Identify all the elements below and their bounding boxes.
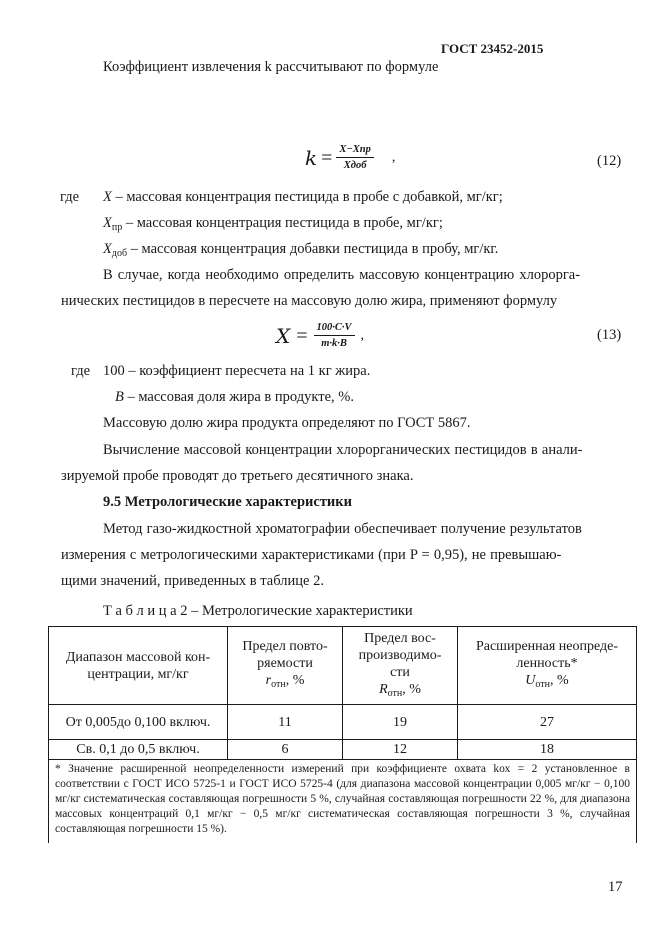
para3-line2: зируемой пробе проводят до третьего десятичного знака. xyxy=(61,468,414,484)
footnote-cell xyxy=(49,760,637,844)
U-symbol: U xyxy=(525,673,536,688)
table-row xyxy=(49,705,637,740)
formula-13-lhs: X xyxy=(276,324,291,348)
table-footnote-row xyxy=(49,760,637,844)
metrology-table xyxy=(48,626,637,843)
formula-13-fraction xyxy=(314,322,355,350)
where2-item2-symbol: B xyxy=(115,389,124,405)
header-reproducibility-line1: Предел вос- xyxy=(364,630,436,646)
where-item-xpr xyxy=(103,214,443,237)
where-item-x-text: – массовая концентрация пестицида в пробе с добавкой, мг/кг; xyxy=(111,189,503,205)
header-uncertainty-line1: Расширенная неопреде- xyxy=(475,639,619,654)
para2: Массовую долю жира продукта определяют по ГОСТ 5867. xyxy=(103,415,471,431)
where2-item1: 100 – коэффициент пересчета на 1 кг жира. xyxy=(103,363,371,379)
where-label-1: где xyxy=(60,189,80,205)
R-unit: , % xyxy=(402,681,421,697)
formula-12-comma: , xyxy=(391,150,396,165)
equals-sign: = xyxy=(321,146,333,169)
standard-header: ГОСТ 23452-2015 xyxy=(441,41,544,56)
r-unit: , % xyxy=(285,673,305,688)
header-repeatability-line1: Предел повто- xyxy=(242,639,328,654)
header-uncertainty-symbol xyxy=(462,672,632,693)
header-range-line2: центрации, мг/кг xyxy=(87,666,189,682)
formula-13-numerator: 100·C·V xyxy=(314,322,355,336)
where2-item2-text: – массовая доля жира в продукте, %. xyxy=(123,389,354,405)
where2-item2 xyxy=(115,388,354,406)
where-item-xdob-text: – массовая концентрация добавки пестицида в пробу, мг/кг. xyxy=(127,241,499,257)
header-range-line1: Диапазон массовой кон- xyxy=(65,649,211,665)
formula-12-lhs: k xyxy=(305,146,318,170)
header-uncertainty xyxy=(458,627,637,705)
table-cell: Св. 0,1 до 0,5 включ. xyxy=(49,740,228,760)
para1-line1: В случае, когда необходимо определить массовую концентрацию хлорорга- xyxy=(103,267,581,283)
table-cell: 6 xyxy=(228,740,343,760)
header-reproducibility-line2: производимо- xyxy=(358,647,442,663)
where-item-x-symbol: X xyxy=(103,189,112,205)
U-sub: отн xyxy=(535,679,551,690)
para4-line2-text: измерения с метрологическими характеристиками (при P = 0,95), не превышаю- xyxy=(61,547,562,563)
page-number: 17 xyxy=(608,879,623,895)
R-symbol: R xyxy=(379,681,388,697)
para4-line3: щими значений, приведенных в таблице 2. xyxy=(61,573,324,589)
formula-13-comma: , xyxy=(360,328,365,343)
formula-12-numerator: X−Xпр xyxy=(336,144,373,158)
where-item-xdob-symbol: X xyxy=(103,241,112,257)
where-label-2: где xyxy=(71,363,91,379)
table-cell: 18 xyxy=(458,740,637,760)
header-range xyxy=(49,627,228,705)
where-item-xdob-sub: доб xyxy=(111,248,128,259)
formula-12 xyxy=(305,138,395,178)
table-cell: 27 xyxy=(458,705,637,740)
para1-line2: нических пестицидов в пересчете на массовую долю жира, применяют формулу xyxy=(61,293,558,309)
header-repeatability xyxy=(228,627,343,705)
table-caption: Т а б л и ц а 2 – Метрологические характеристики xyxy=(103,603,413,619)
where-item-xpr-symbol: X xyxy=(103,215,112,231)
header-repeatability-symbol xyxy=(232,672,338,693)
equals-sign: = xyxy=(296,324,308,347)
table-header-row xyxy=(49,627,637,705)
U-unit: , % xyxy=(550,673,569,688)
para4-line1: Метод газо-жидкостной хроматографии обеспечивает получение результатов xyxy=(103,521,582,537)
formula-12-number: (12) xyxy=(597,153,622,169)
formula-13 xyxy=(276,316,364,356)
where-item-x xyxy=(103,188,503,206)
table-footnote: * Значение расширенной неопределенности измерений при коэффициенте охвата kох = 2 установленное в соответствии с ГОСТ ИСО 5725-1 и ГОСТ ИСО 5725-4 (для диапазона массовой концентрации 0,005 мг/кг − 0,100 мг/кг систематическая составляющая погрешности 5 %, случайная составляющая погрешности 22 %, для диапазона массовых концентраций 0,1 мг/кг − 0,5 мг/кг систематическая составляющая погрешности 3 %, случайная составляющая погрешности 15 %). xyxy=(55,763,630,835)
table-cell: 19 xyxy=(343,705,458,740)
r-sub: отн xyxy=(271,679,286,690)
formula-12-fraction xyxy=(336,144,373,172)
where-item-xpr-text: – массовая концентрация пестицида в пробе, мг/кг; xyxy=(122,215,443,231)
r-symbol: r xyxy=(265,673,272,688)
header-repeatability-line2: ряемости xyxy=(257,656,313,671)
R-sub: отн xyxy=(387,687,403,699)
formula-12-denominator: Xдоб xyxy=(343,160,367,171)
table-cell: От 0,005до 0,100 включ. xyxy=(49,705,228,740)
intro-text: Коэффициент извлечения k рассчитывают по формуле xyxy=(103,59,439,75)
table-cell: 12 xyxy=(343,740,458,760)
where-item-xdob xyxy=(103,240,498,263)
header-reproducibility-symbol xyxy=(347,681,453,702)
formula-13-denominator: m·k·B xyxy=(321,338,347,349)
where-item-xpr-sub: пр xyxy=(111,222,123,233)
table-row xyxy=(49,740,637,760)
header-reproducibility xyxy=(343,627,458,705)
para3-line1: Вычисление массовой концентрации хлорорганических пестицидов в анали- xyxy=(103,442,583,458)
formula-13-number: (13) xyxy=(597,327,622,343)
para4-line2 xyxy=(61,546,561,564)
table-cell: 11 xyxy=(228,705,343,740)
header-reproducibility-line3: сти xyxy=(390,664,410,680)
header-uncertainty-line2: ленность* xyxy=(516,656,578,671)
section-title: 9.5 Метрологические характеристики xyxy=(103,494,352,510)
